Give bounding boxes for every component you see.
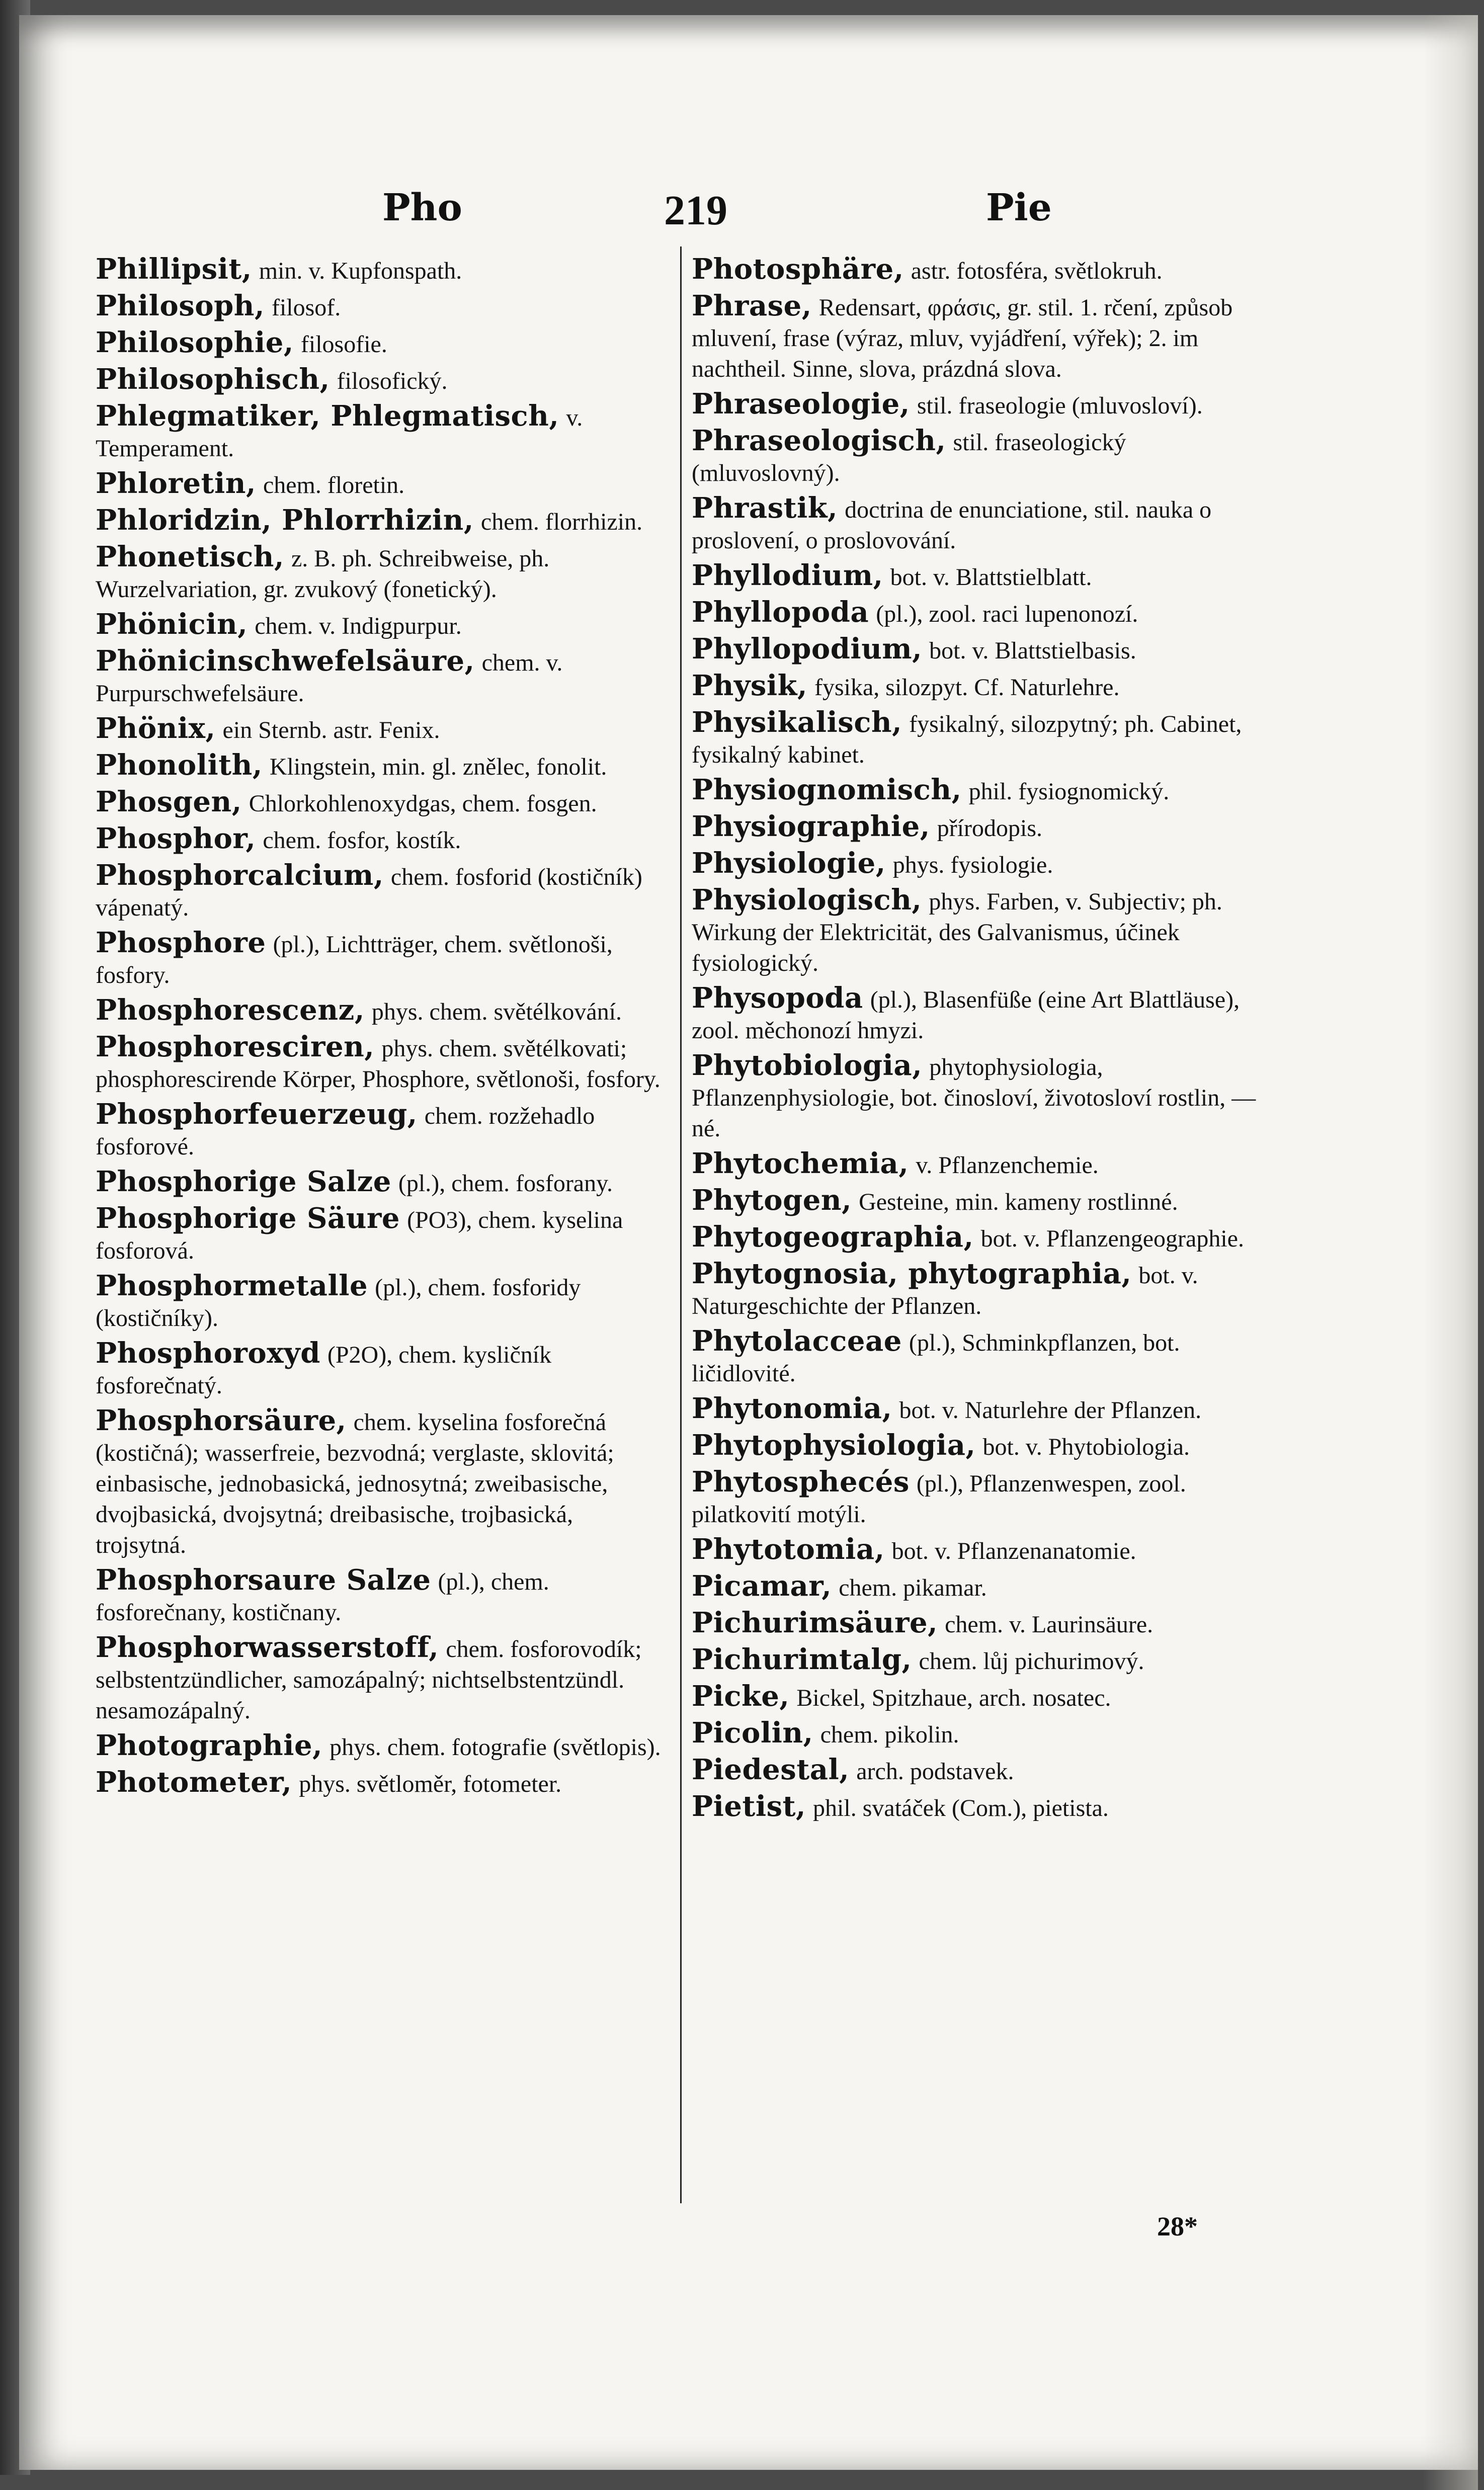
entry-definition: (P2O), chem. kysličník fosforečnatý. xyxy=(96,1342,552,1399)
dictionary-entry xyxy=(96,291,669,323)
dictionary-entry xyxy=(96,1405,669,1561)
entry-definition: fysika, silozpyt. Cf. Naturlehre. xyxy=(814,674,1120,701)
dictionary-entry xyxy=(96,1099,669,1163)
entry-headword: Piedestal, xyxy=(692,1753,850,1786)
entry-headword: Phosphor, xyxy=(96,822,256,855)
dictionary-entry xyxy=(692,1050,1273,1144)
entry-definition: v. Temperament. xyxy=(96,404,583,462)
entry-definition: chem. pikamar. xyxy=(839,1574,987,1601)
entry-headword: Photosphäre, xyxy=(692,253,904,286)
entry-headword: Phönicin, xyxy=(96,608,248,641)
entry-headword: Phosphorige Säure xyxy=(96,1202,400,1235)
entry-definition: chem. florrhizin. xyxy=(480,509,643,535)
entry-definition: (pl.), chem. fosforidy (kostičníky). xyxy=(96,1274,581,1332)
entry-definition: chem. fosforovodík; selbstentzündlicher, samozápalný; nichtselbstentzündl. nesamozápalný. xyxy=(96,1636,642,1724)
entry-headword: Phosphoroxyd xyxy=(96,1337,320,1370)
entry-definition: astr. fotosféra, světlokruh. xyxy=(911,258,1163,284)
entry-headword: Phillipsit, xyxy=(96,253,252,286)
entry-headword: Phönix, xyxy=(96,712,216,745)
dictionary-entry xyxy=(692,1718,1273,1751)
dictionary-entry xyxy=(692,811,1273,844)
entry-definition: Klingstein, min. gl. znělec, fonolit. xyxy=(269,754,607,780)
entry-definition: phys. světloměr, fotometer. xyxy=(299,1771,562,1797)
entry-headword: Phonolith, xyxy=(96,749,263,782)
dictionary-entry xyxy=(96,823,669,856)
entry-definition: stil. fraseologie (mluvosloví). xyxy=(917,392,1203,419)
dictionary-entry xyxy=(96,1203,669,1267)
entry-headword: Physik, xyxy=(692,669,807,702)
entry-definition: (pl.), Schminkpflanzen, bot. ličidlovité. xyxy=(692,1330,1180,1387)
running-header xyxy=(0,186,1484,246)
dictionary-entry xyxy=(692,775,1273,807)
entry-headword: Philosoph, xyxy=(96,289,265,322)
entry-definition: bot. v. Pflanzengeographie. xyxy=(980,1225,1244,1252)
entry-definition: filosofický. xyxy=(337,368,448,394)
entry-definition: chem. pikolin. xyxy=(820,1721,959,1748)
entry-definition: phys. chem. fotografie (světlopis). xyxy=(329,1734,661,1761)
dictionary-entry xyxy=(692,1148,1273,1181)
entry-headword: Phyllopoda xyxy=(692,596,869,629)
dictionary-entry xyxy=(692,1326,1273,1389)
dictionary-entry xyxy=(692,1644,1273,1677)
dictionary-entry xyxy=(96,468,669,501)
entry-headword: Phytobiologia, xyxy=(692,1049,923,1082)
entry-headword: Picke, xyxy=(692,1680,790,1713)
entry-headword: Phytognosia, phytographia, xyxy=(692,1257,1132,1290)
dictionary-entry xyxy=(692,1259,1273,1322)
entry-headword: Pietist, xyxy=(692,1790,806,1823)
header-left-guideword: Pho xyxy=(382,186,462,229)
dictionary-entry xyxy=(692,1791,1273,1824)
entry-headword: Physiologie, xyxy=(692,847,886,880)
dictionary-entry xyxy=(96,928,669,991)
entry-definition: bot. v. Phytobiologia. xyxy=(982,1434,1190,1460)
entry-definition: phys. chem. světélkovati; phosphorescirende Körper, Phosphore, světlonoši, fosfory. xyxy=(96,1035,661,1093)
entry-headword: Physopoda xyxy=(692,981,863,1015)
entry-headword: Phytogeographia, xyxy=(692,1220,974,1254)
entry-headword: Physiographie, xyxy=(692,810,930,843)
page-number: 219 xyxy=(664,187,727,234)
entry-headword: Photographie, xyxy=(96,1729,323,1762)
entry-definition: (pl.), zool. raci lupenonozí. xyxy=(876,601,1138,627)
entry-headword: Pichurimsäure, xyxy=(692,1606,938,1639)
entry-headword: Phyllopodium, xyxy=(692,632,923,666)
entry-headword: Phytonomia, xyxy=(692,1392,892,1425)
entry-headword: Phosphorsaure Salze xyxy=(96,1563,431,1597)
entry-headword: Phosphorwasserstoff, xyxy=(96,1631,439,1664)
entry-definition: bot. v. Pflanzenanatomie. xyxy=(891,1538,1136,1564)
entry-definition: chem. lůj pichurimový. xyxy=(919,1648,1144,1675)
dictionary-entry xyxy=(692,1467,1273,1530)
dictionary-entry xyxy=(96,1730,669,1763)
dictionary-entry xyxy=(692,848,1273,881)
entry-definition: bot. v. Naturgeschichte der Pflanzen. xyxy=(692,1262,1198,1319)
dictionary-entry xyxy=(692,1608,1273,1640)
entry-definition: chem. fosforid (kostičník) vápenatý. xyxy=(96,864,642,921)
dictionary-entry xyxy=(692,634,1273,667)
entry-headword: Phraseologie, xyxy=(692,387,910,421)
entry-headword: Picamar, xyxy=(692,1569,832,1603)
entry-definition: arch. podstavek. xyxy=(856,1758,1014,1785)
entry-headword: Phrastik, xyxy=(692,491,838,525)
dictionary-entry xyxy=(96,1338,669,1401)
entry-headword: Photometer, xyxy=(96,1766,292,1799)
entry-definition: chem. floretin. xyxy=(263,472,405,499)
entry-definition: přírodopis. xyxy=(937,815,1043,842)
column-divider xyxy=(680,246,682,2203)
entry-definition: chem. v. Indigpurpur. xyxy=(255,613,462,639)
entry-definition: chem. fosfor, kostík. xyxy=(263,827,461,854)
entry-definition: ein Sternb. astr. Fenix. xyxy=(222,717,440,743)
dictionary-entry xyxy=(96,1167,669,1199)
entry-definition: Chlorkohlenoxydgas, chem. fosgen. xyxy=(249,790,597,817)
entry-headword: Phosphormetalle xyxy=(96,1269,368,1302)
entry-definition: bot. v. Blattstielblatt. xyxy=(890,564,1092,591)
entry-definition: (pl.), Blasenfüße (eine Art Blattläuse), zool. měchonozí hmyzi. xyxy=(692,986,1240,1044)
dictionary-entry xyxy=(692,426,1273,489)
dictionary-entry xyxy=(692,1393,1273,1426)
left-column xyxy=(96,254,669,1804)
dictionary-entry xyxy=(692,560,1273,593)
entry-definition: bot. v. Blattstielbasis. xyxy=(929,637,1136,664)
page-edge xyxy=(1423,15,1478,2490)
dictionary-entry xyxy=(692,707,1273,771)
dictionary-entry xyxy=(96,609,669,642)
entry-definition: bot. v. Naturlehre der Pflanzen. xyxy=(899,1397,1202,1424)
entry-headword: Phyllodium, xyxy=(692,559,883,592)
entry-headword: Phytochemia, xyxy=(692,1147,909,1180)
dictionary-entry xyxy=(96,401,669,464)
dictionary-entry xyxy=(692,389,1273,422)
entry-headword: Phosphorsäure, xyxy=(96,1404,347,1437)
entry-definition: (pl.), chem. fosforany. xyxy=(398,1170,613,1197)
entry-definition: chem. v. Laurinsäure. xyxy=(945,1611,1153,1638)
dictionary-entry xyxy=(692,1222,1273,1255)
entry-headword: Physiologisch, xyxy=(692,883,922,917)
dictionary-entry xyxy=(692,254,1273,287)
entry-headword: Phytophysiologia, xyxy=(692,1429,976,1462)
entry-definition: v. Pflanzenchemie. xyxy=(916,1152,1099,1179)
entry-definition: Gesteine, min. kameny rostlinné. xyxy=(859,1189,1178,1215)
entry-headword: Philosophisch, xyxy=(96,363,330,396)
dictionary-entry xyxy=(692,1681,1273,1714)
entry-definition: (pl.), Lichtträger, chem. světlonoši, fosfory. xyxy=(96,931,613,988)
entry-headword: Picolin, xyxy=(692,1716,813,1750)
signature-mark: 28* xyxy=(1157,2211,1198,2242)
entry-definition: min. v. Kupfonspath. xyxy=(259,258,462,284)
dictionary-entry xyxy=(96,1632,669,1726)
entry-definition: chem. rozžehadlo fosforové. xyxy=(96,1103,595,1160)
entry-definition: Redensart, φράσις, gr. stil. 1. rčení, způsob mluvení, frase (výraz, mluv, vyjádření, výřek); 2. im nachtheil. Sinne, slova, prázdná slova. xyxy=(692,294,1233,382)
entry-headword: Phloridzin, Phlorrhizin, xyxy=(96,504,474,537)
entry-headword: Phrase, xyxy=(692,289,812,322)
entry-headword: Phosphorcalcium, xyxy=(96,859,384,892)
dictionary-entry xyxy=(96,1271,669,1334)
entry-definition: chem. v. Purpurschwefelsäure. xyxy=(96,649,563,707)
dictionary-entry xyxy=(692,597,1273,630)
entry-headword: Physiognomisch, xyxy=(692,773,962,806)
dictionary-entry xyxy=(96,787,669,819)
entry-headword: Phosphorfeuerzeug, xyxy=(96,1098,418,1131)
entry-definition: phys. Farben, v. Subjectiv; ph. Wirkung der Elektricität, des Galvanismus, účinek fysiologický. xyxy=(692,888,1222,976)
entry-headword: Phytogen, xyxy=(692,1184,852,1217)
right-column xyxy=(692,254,1273,1828)
entry-definition: filosof. xyxy=(271,294,341,321)
entry-headword: Phytosphecés xyxy=(692,1465,910,1499)
dictionary-entry xyxy=(692,1571,1273,1604)
dictionary-entry xyxy=(96,1767,669,1800)
dictionary-entry xyxy=(96,713,669,746)
entry-headword: Phosphorescenz, xyxy=(96,993,365,1027)
dictionary-entry xyxy=(692,1185,1273,1218)
dictionary-entry xyxy=(692,983,1273,1046)
entry-definition: z. B. ph. Schreibweise, ph. Wurzelvariation, gr. zvukový (fonetický). xyxy=(96,545,550,603)
dictionary-entry xyxy=(692,1430,1273,1463)
entry-definition: phys. chem. světélkování. xyxy=(371,999,622,1025)
entry-definition: phytophysiologia, Pflanzenphysiologie, bot. činosloví, životosloví rostlin, —né. xyxy=(692,1054,1256,1142)
entry-definition: phil. svatáček (Com.), pietista. xyxy=(813,1795,1109,1821)
entry-definition: chem. kyselina fosforečná (kostičná); wasserfreie, bezvodná; verglaste, sklovitá; einbasische, jednobasická, jednosytná; zweibasische, dvojbasická, dvojsytná; dreibasische, trojbasická, trojsytná. xyxy=(96,1409,614,1558)
entry-headword: Pichurimtalg, xyxy=(692,1643,912,1676)
entry-definition: (PO3), chem. kyselina fosforová. xyxy=(96,1207,623,1264)
entry-headword: Phytolacceae xyxy=(692,1324,902,1358)
dictionary-entry xyxy=(96,254,669,287)
entry-definition: (pl.), Pflanzenwespen, zool. pilatkovití motýli. xyxy=(692,1470,1186,1528)
entry-definition: filosofie. xyxy=(300,331,387,358)
dictionary-entry xyxy=(692,1534,1273,1567)
dictionary-entry xyxy=(96,860,669,924)
dictionary-entry xyxy=(96,364,669,397)
entry-headword: Phosphorige Salze xyxy=(96,1165,391,1198)
dictionary-entry xyxy=(96,327,669,360)
dictionary-entry xyxy=(96,750,669,783)
entry-headword: Philosophie, xyxy=(96,326,294,359)
dictionary-entry xyxy=(96,542,669,605)
dictionary-entry xyxy=(692,291,1273,385)
entry-definition: stil. fraseologický (mluvoslovný). xyxy=(692,429,1126,486)
header-right-guideword: Pie xyxy=(986,186,1052,229)
entry-definition: fysikalný, silozpytný; ph. Cabinet, fysikalný kabinet. xyxy=(692,711,1242,768)
dictionary-entry xyxy=(692,1755,1273,1787)
entry-definition: phys. fysiologie. xyxy=(892,852,1053,878)
dictionary-entry xyxy=(692,671,1273,703)
entry-definition: phil. fysiognomický. xyxy=(968,778,1170,805)
entry-headword: Phosphoresciren, xyxy=(96,1030,375,1063)
entry-headword: Phytotomia, xyxy=(692,1533,885,1566)
entry-definition: doctrina de enunciatione, stil. nauka o proslovení, o proslovování. xyxy=(692,496,1212,554)
dictionary-entry xyxy=(96,505,669,538)
dictionary-entry xyxy=(96,646,669,709)
dictionary-entry xyxy=(96,1032,669,1095)
entry-headword: Phönicinschwefelsäure, xyxy=(96,644,475,678)
entry-headword: Phosgen, xyxy=(96,785,242,818)
entry-headword: Phraseologisch, xyxy=(692,424,946,457)
entry-headword: Phlegmatiker, Phlegmatisch, xyxy=(96,399,559,433)
dictionary-entry xyxy=(96,1565,669,1628)
dictionary-entry xyxy=(692,885,1273,979)
dictionary-entry xyxy=(692,493,1273,556)
entry-headword: Physikalisch, xyxy=(692,706,902,739)
entry-headword: Phonetisch, xyxy=(96,540,284,573)
entry-definition: Bickel, Spitzhaue, arch. nosatec. xyxy=(796,1685,1111,1711)
entry-headword: Phloretin, xyxy=(96,467,256,500)
dictionary-entry xyxy=(96,995,669,1028)
entry-headword: Phosphore xyxy=(96,926,266,959)
entry-definition: (pl.), chem. fosforečnany, kostičnany. xyxy=(96,1568,549,1626)
